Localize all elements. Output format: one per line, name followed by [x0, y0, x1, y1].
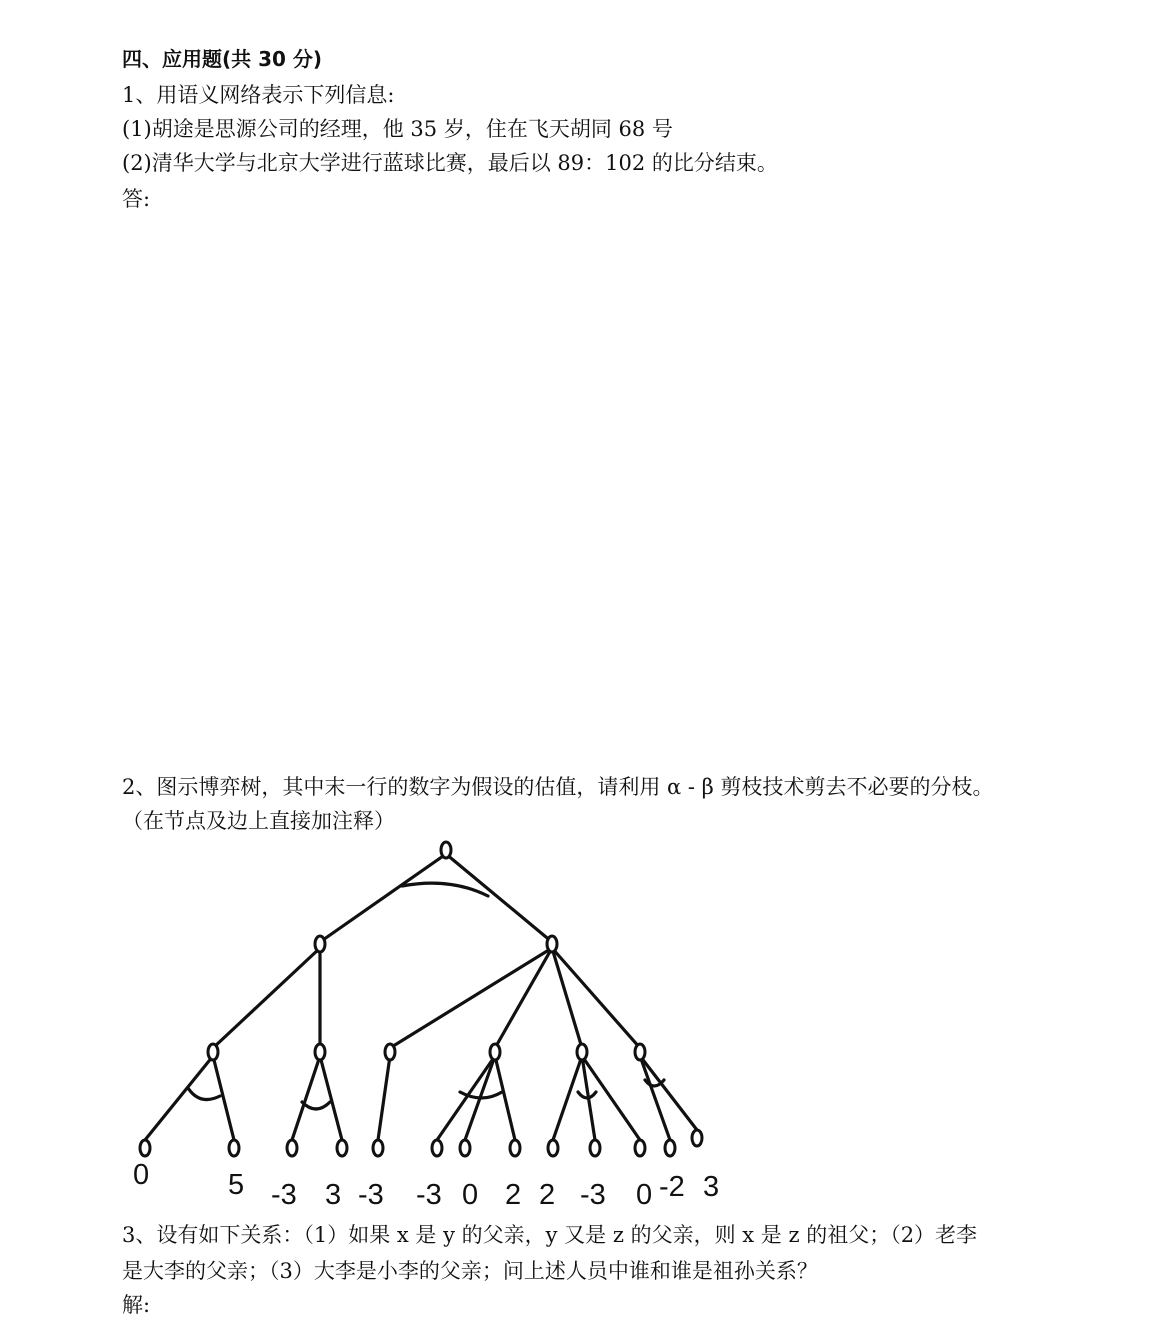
leaf-node — [635, 1140, 645, 1156]
q3-prompt-line-2: 是大李的父亲；（3）大李是小李的父亲；问上述人员中谁和谁是祖孙关系？ — [122, 1259, 818, 1283]
leaf-node — [373, 1140, 383, 1156]
leaf-value: 2 — [539, 1179, 556, 1211]
leaf-node — [140, 1140, 150, 1156]
q1-item-2: (2)清华大学与北京大学进行蓝球比赛，最后以 89：102 的比分结束。 — [122, 151, 778, 175]
leaf-node — [337, 1140, 347, 1156]
q3-solution-label: 解: — [122, 1293, 151, 1317]
leaf-node — [510, 1140, 520, 1156]
leaf-value: -3 — [416, 1179, 442, 1211]
leaf-value: 3 — [703, 1171, 720, 1203]
tree-node — [385, 1044, 395, 1060]
tree-node — [315, 936, 325, 952]
leaf-node — [229, 1140, 239, 1156]
leaf-value: 2 — [505, 1179, 522, 1211]
q2-note: （在节点及边上直接加注释） — [122, 809, 395, 833]
tree-node — [547, 936, 557, 952]
tree-node — [490, 1044, 500, 1060]
tree-node — [208, 1044, 218, 1060]
leaf-node — [590, 1140, 600, 1156]
leaf-value: -2 — [659, 1171, 685, 1203]
leaf-values — [133, 1159, 719, 1211]
leaf-value: -3 — [580, 1179, 606, 1211]
leaf-value: -3 — [271, 1179, 297, 1211]
q1-prompt: 1、用语义网络表示下列信息: — [122, 83, 395, 107]
leaf-node — [460, 1140, 470, 1156]
leaf-value: 0 — [636, 1179, 653, 1211]
q1-answer-label: 答: — [122, 187, 151, 211]
q3-prompt-line-1: 3、设有如下关系：（1）如果 x 是 y 的父亲，y 又是 z 的父亲，则 x 是 z 的祖父；（2）老李 — [122, 1223, 978, 1247]
leaf-value: 0 — [462, 1179, 479, 1211]
tree-node — [577, 1044, 587, 1060]
tree-edges — [145, 854, 697, 1140]
leaf-node — [548, 1140, 558, 1156]
leaf-value: 3 — [325, 1179, 342, 1211]
leaf-node — [665, 1140, 675, 1156]
q1-item-1: (1)胡途是思源公司的经理，他 35 岁，住在飞天胡同 68 号 — [122, 117, 673, 141]
leaf-value: 5 — [228, 1169, 245, 1201]
leaf-node — [432, 1140, 442, 1156]
leaf-value: 0 — [133, 1159, 150, 1191]
leaf-node — [692, 1130, 702, 1146]
q2-prompt: 2、图示博弈树，其中末一行的数字为假设的估值，请利用 α - β 剪枝技术剪去不必要的分枝。 — [122, 775, 994, 799]
tree-node — [315, 1044, 325, 1060]
leaf-value: -3 — [358, 1179, 384, 1211]
leaf-node — [287, 1140, 297, 1156]
tree-node — [635, 1044, 645, 1060]
section-heading: 四、应用题(共 30 分) — [122, 47, 323, 71]
root-node — [441, 842, 451, 858]
game-tree-diagram — [0, 830, 760, 1215]
